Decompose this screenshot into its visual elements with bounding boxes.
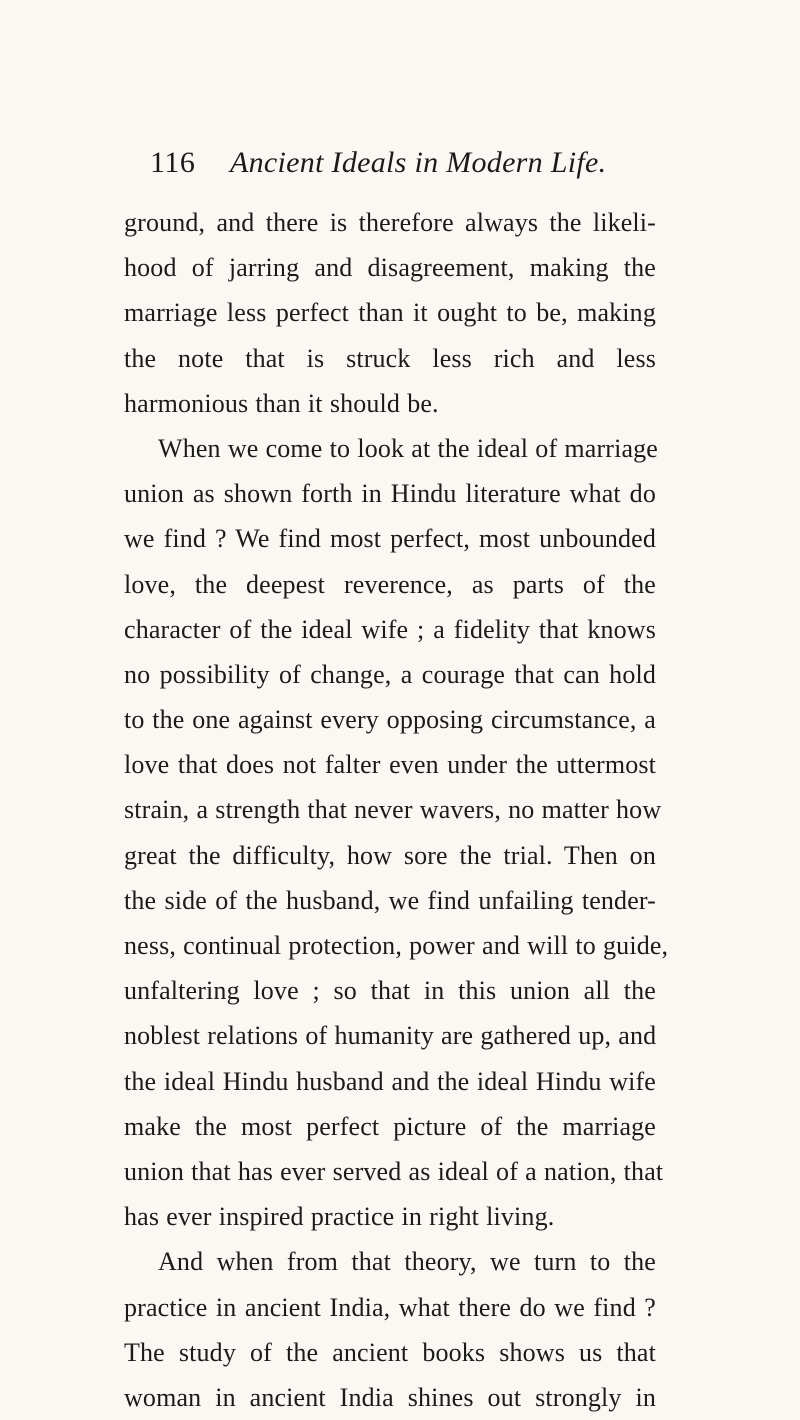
text-line: noblest relations of humanity are gathered up, and bbox=[124, 1021, 657, 1051]
paragraph-start-line: When we come to look at the ideal of marriage bbox=[158, 433, 658, 463]
text-line: woman in ancient India shines out strongly in bbox=[124, 1382, 656, 1412]
text-line: make the most perfect picture of the marriage bbox=[124, 1111, 656, 1141]
text-line: practice in ancient India, what there do we find ? bbox=[124, 1292, 656, 1322]
text-line: strain, a strength that never wavers, no matter how bbox=[124, 795, 662, 825]
text-line: love, the deepest reverence, as parts of the bbox=[124, 569, 656, 599]
text-line: to the one against every opposing circumstance, a bbox=[124, 705, 656, 735]
text-line: the note that is struck less rich and less bbox=[124, 343, 656, 373]
text-line: harmonious than it should be. bbox=[124, 388, 439, 418]
text-line: hood of jarring and disagreement, making the bbox=[124, 253, 656, 283]
page-number: 116 bbox=[150, 146, 196, 179]
text-line: ground, and there is therefore always the likeli- bbox=[124, 208, 656, 237]
text-line: marriage less perfect than it ought to be, making bbox=[124, 298, 656, 328]
paragraph-start-line: And when from that theory, we turn to the bbox=[158, 1247, 656, 1277]
text-line: the side of the husband, we find unfailing tender- bbox=[124, 885, 656, 915]
text-line: great the difficulty, how sore the trial. Then on bbox=[124, 840, 656, 870]
text-line: has ever inspired practice in right living. bbox=[124, 1202, 555, 1232]
text-line: character of the ideal wife ; a fidelity that knows bbox=[124, 614, 656, 644]
text-line: union that has ever served as ideal of a nation, that bbox=[124, 1156, 664, 1186]
text-line: we find ? We find most perfect, most unbounded bbox=[124, 524, 656, 554]
text-line: unfaltering love ; so that in this union all the bbox=[124, 976, 656, 1006]
text-line: no possibility of change, a courage that can hold bbox=[124, 659, 656, 689]
text-line: love that does not falter even under the uttermost bbox=[124, 750, 656, 780]
body-text bbox=[124, 200, 669, 1420]
text-line: union as shown forth in Hindu literature what do bbox=[124, 479, 656, 509]
text-line: the ideal Hindu husband and the ideal Hindu wife bbox=[124, 1066, 656, 1096]
text-line: The study of the ancient books shows us that bbox=[124, 1337, 656, 1367]
running-head bbox=[150, 143, 670, 183]
running-title: Ancient Ideals in Modern Life. bbox=[230, 146, 607, 179]
text-line: ness, continual protection, power and will to guide, bbox=[124, 931, 669, 960]
